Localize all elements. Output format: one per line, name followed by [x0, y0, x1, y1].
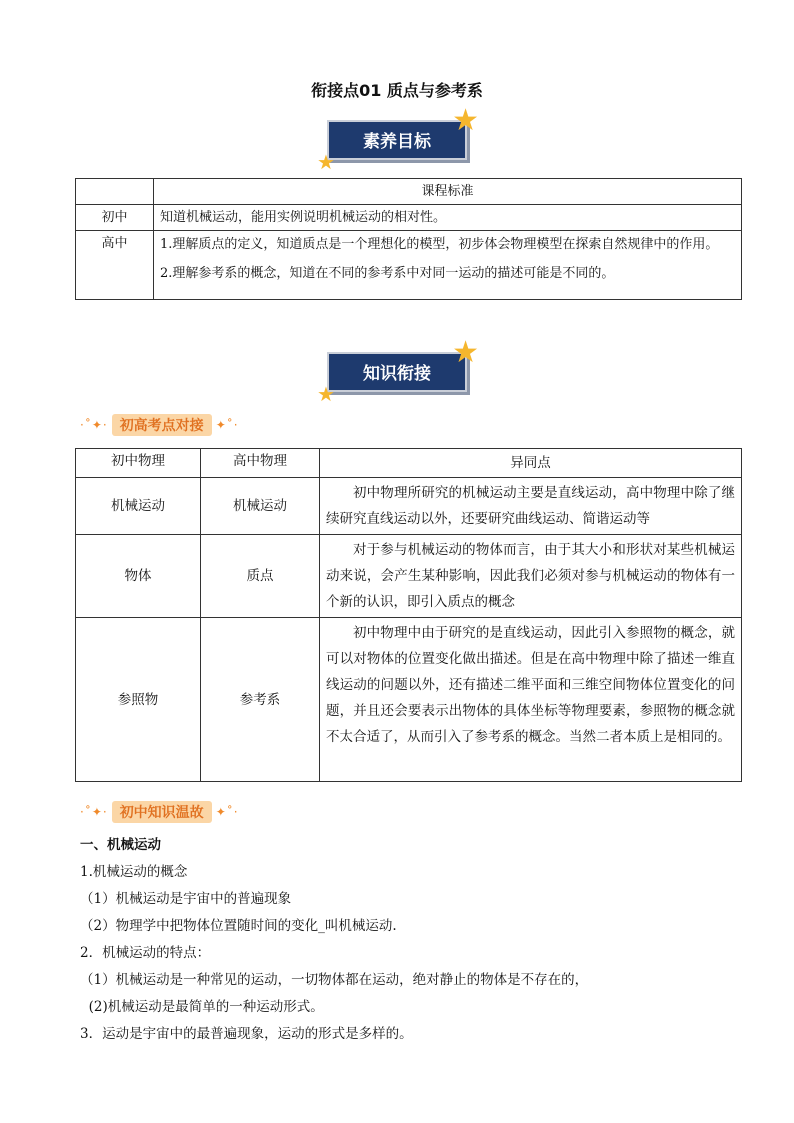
content-line: (2)机械运动是最简单的一种运动形式。: [80, 999, 324, 1015]
sparkle-icon: ✦˚·: [215, 805, 239, 819]
table-header-row: [76, 179, 742, 205]
knowledge-link-banner: [317, 335, 479, 406]
table-header: 异同点: [320, 449, 742, 478]
table-cell: [76, 179, 154, 205]
senior-cell: 机械运动: [201, 478, 320, 535]
curriculum-standard-table: [75, 178, 742, 300]
star-icon: ★: [317, 150, 335, 174]
comparison-table: [75, 448, 742, 782]
junior-cell: 参照物: [76, 618, 201, 782]
difference-cell: 初中物理所研究的机械运动主要是直线运动，高中物理中除了继续研究直线运动以外，还要研究曲线运动、简谐运动等: [320, 478, 742, 535]
banner-label: 素养目标: [363, 132, 431, 152]
standard-cell: [154, 205, 742, 231]
review-content: [80, 832, 730, 1048]
senior-cell: 参考系: [201, 618, 320, 782]
literacy-goal-banner: [317, 103, 479, 174]
banner-label: 知识衔接: [363, 364, 431, 384]
junior-cell: 机械运动: [76, 478, 201, 535]
section-label: 初中知识温故: [112, 801, 212, 823]
senior-cell: 质点: [201, 535, 320, 618]
section-heading: [80, 414, 239, 436]
content-heading: 一、机械运动: [80, 837, 161, 853]
star-icon: ★: [317, 382, 335, 406]
difference-cell: 初中物理中由于研究的是直线运动，因此引入参照物的概念，就可以对物体的位置变化做出描述。但是在高中物理中除了描述一维直线运动的问题以外，还有描述二维平面和三维空间物体位置变化的问题，并且还会要表示出物体的具体坐标等物理要素，参照物的概念就不太合适了，从而引入了参考系的概念。当然二者本质上是相同的。: [320, 618, 742, 782]
table-header: 初中物理: [76, 449, 201, 478]
table-row: [76, 478, 742, 535]
section-heading: [80, 801, 239, 823]
content-line: （2）物理学中把物体位置随时间的变化_叫机械运动.: [80, 918, 397, 934]
content-line: （1）机械运动是一种常见的运动，一切物体都在运动，绝对静止的物体是不存在的，: [80, 972, 589, 988]
table-header: 课程标准: [154, 179, 742, 205]
sparkle-icon: ·˚✦·: [80, 805, 108, 819]
section-label: 初高考点对接: [112, 414, 212, 436]
level-cell: 初中: [76, 205, 154, 231]
standard-text: 知道机械运动，能用实例说明机械运动的相对性。: [160, 210, 447, 225]
star-icon: ★: [452, 335, 479, 370]
sparkle-icon: ✦˚·: [215, 418, 239, 432]
difference-cell: 对于参与机械运动的物体而言，由于其大小和形状对某些机械运动来说，会产生某种影响，因此我们必须对参与机械运动的物体有一个新的认识，即引入质点的概念: [320, 535, 742, 618]
standard-text: 1.理解质点的定义，知道质点是一个理想化的模型，初步体会物理模型在探索自然规律中的作用。: [160, 237, 719, 252]
level-cell: 高中: [76, 231, 154, 300]
table-row: [76, 205, 742, 231]
content-line: 1.机械运动的概念: [80, 864, 188, 880]
junior-cell: 物体: [76, 535, 201, 618]
table-row: [76, 231, 742, 300]
sparkle-icon: ·˚✦·: [80, 418, 108, 432]
page-title: 衔接点01 质点与参考系: [311, 81, 483, 100]
star-icon: ★: [452, 103, 479, 138]
standard-cell: [154, 231, 742, 300]
table-header: 高中物理: [201, 449, 320, 478]
table-header-row: [76, 449, 742, 478]
content-line: 3．运动是宇宙中的最普遍现象，运动的形式是多样的。: [80, 1026, 413, 1042]
table-row: [76, 618, 742, 782]
content-line: （1）机械运动是宇宙中的普遍现象: [80, 891, 292, 907]
table-row: [76, 535, 742, 618]
content-line: 2．机械运动的特点：: [80, 945, 211, 961]
standard-text: 2.理解参考系的概念，知道在不同的参考系中对同一运动的描述可能是不同的。: [160, 266, 615, 281]
